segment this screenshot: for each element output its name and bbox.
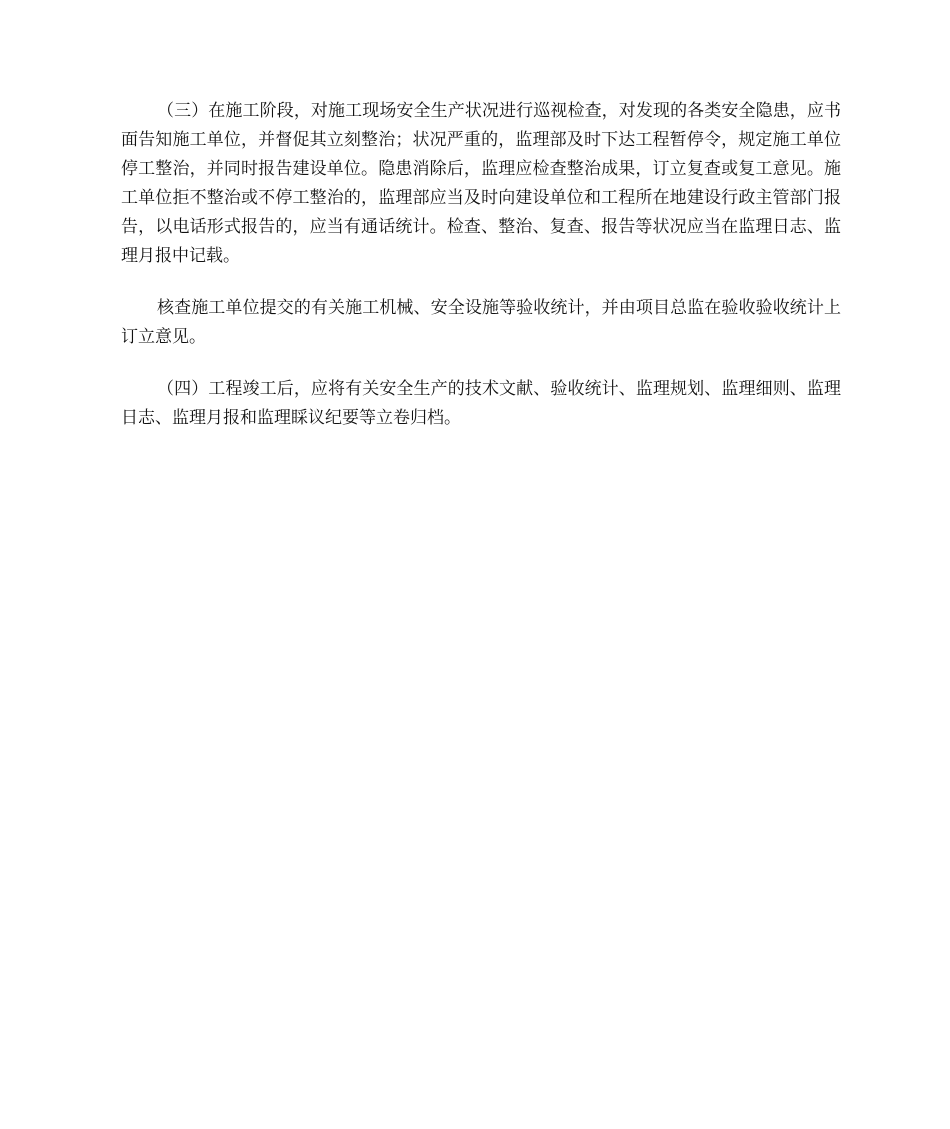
document-body [121,97,841,433]
paragraph-construction-stage: （三）在施工阶段，对施工现场安全生产状况进行巡视检查，对发现的各类安全隐患，应书面告知施工单位，并督促其立刻整治；状况严重的，监理部及时下达工程暂停令，规定施工单位停工整治，并同时报告建设单位。隐患消除后，监理应检查整治成果，订立复查或复工意见。施工单位拒不整治或不停工整治的，监理部应当及时向建设单位和工程所在地建设行政主管部门报告，以电话形式报告的，应当有通话统计。检查、整治、复查、报告等状况应当在监理日志、监理月报中记载。 [121,101,841,266]
paragraph-completion-archiving: （四）工程竣工后，应将有关安全生产的技术文献、验收统计、监理规划、监理细则、监理日志、监理月报和监理睬议纪要等立卷归档。 [121,379,841,428]
paragraph-acceptance-records: 核查施工单位提交的有关施工机械、安全设施等验收统计，并由项目总监在验收验收统计上订立意见。 [121,298,841,347]
